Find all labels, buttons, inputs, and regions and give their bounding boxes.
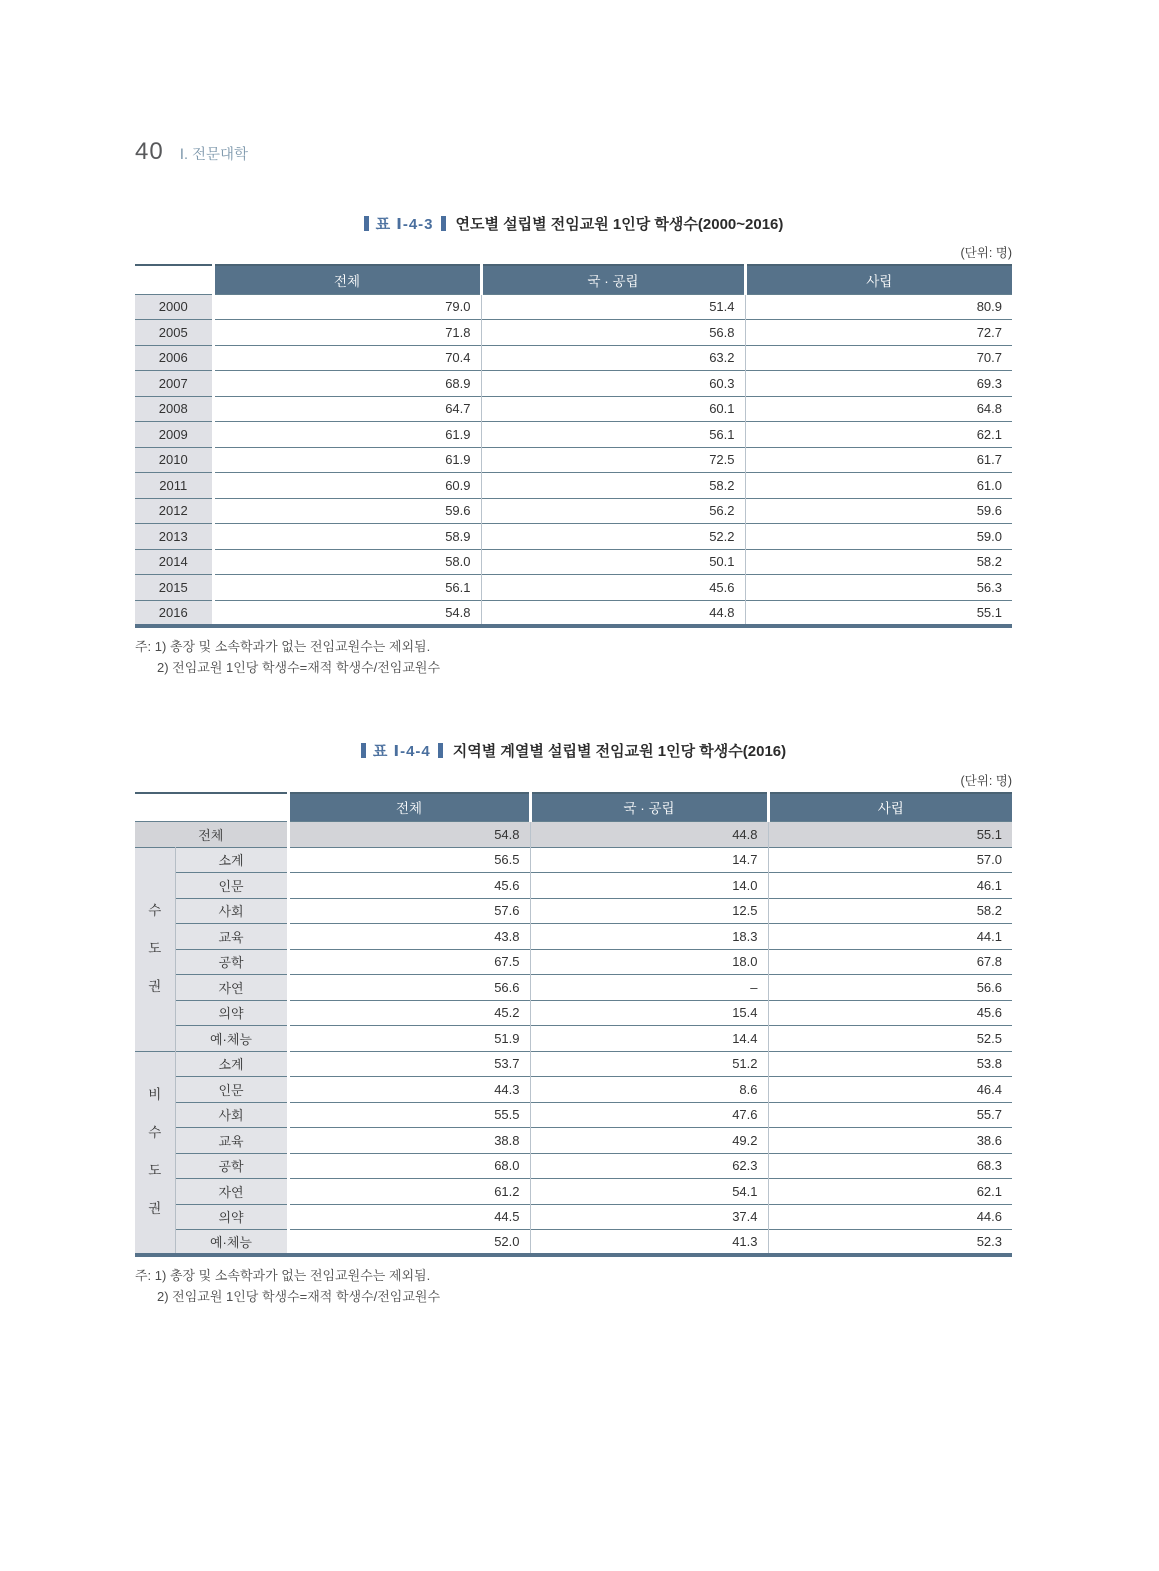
value-cell: 70.7 <box>745 345 1012 371</box>
table-row <box>135 1204 1012 1230</box>
category-cell: 인문 <box>175 1077 288 1103</box>
value-cell: 55.1 <box>745 600 1012 626</box>
value-cell: 59.0 <box>745 524 1012 550</box>
value-cell: 56.8 <box>481 320 745 346</box>
value-cell: 72.5 <box>481 447 745 473</box>
value-cell: 56.5 <box>288 847 530 873</box>
category-cell: 인문 <box>175 873 288 899</box>
category-cell: 공학 <box>175 1153 288 1179</box>
table-row <box>135 1179 1012 1205</box>
col-header-total-2: 전체 <box>288 793 530 822</box>
document-page <box>135 0 1012 1307</box>
value-cell: 44.3 <box>288 1077 530 1103</box>
page-number: 40 <box>135 138 164 165</box>
value-cell: 41.3 <box>530 1230 768 1256</box>
value-cell: 61.9 <box>213 447 481 473</box>
unit-label-1: (단위: 명) <box>960 246 1012 260</box>
table-row <box>135 1102 1012 1128</box>
value-cell: 44.1 <box>768 924 1012 950</box>
value-cell: 51.2 <box>530 1051 768 1077</box>
value-cell: 54.8 <box>288 822 530 848</box>
value-cell: 60.3 <box>481 371 745 397</box>
value-cell: 47.6 <box>530 1102 768 1128</box>
table-row <box>135 898 1012 924</box>
value-cell: 61.7 <box>745 447 1012 473</box>
value-cell: 15.4 <box>530 1000 768 1026</box>
category-cell: 사회 <box>175 898 288 924</box>
title-bar-left-icon <box>361 743 366 758</box>
category-cell: 소계 <box>175 1051 288 1077</box>
value-cell: 18.3 <box>530 924 768 950</box>
value-cell: 70.4 <box>213 345 481 371</box>
title-bar-left-icon <box>364 216 369 231</box>
value-cell: 50.1 <box>481 549 745 575</box>
table-row <box>135 1026 1012 1052</box>
value-cell: 14.0 <box>530 873 768 899</box>
value-cell: 18.0 <box>530 949 768 975</box>
value-cell: 44.8 <box>481 600 745 626</box>
table-1 <box>135 264 1012 628</box>
table-row <box>135 1153 1012 1179</box>
page-header <box>135 138 1012 166</box>
value-cell: 52.0 <box>288 1230 530 1256</box>
category-cell: 예·체능 <box>175 1026 288 1052</box>
col-header-total-1: 전체 <box>213 265 481 294</box>
value-cell: 58.2 <box>481 473 745 499</box>
chapter-title: Ⅰ. 전문대학 <box>179 147 249 163</box>
value-cell: 71.8 <box>213 320 481 346</box>
value-cell: 58.2 <box>745 549 1012 575</box>
table-row <box>135 498 1012 524</box>
year-cell: 2015 <box>135 575 213 601</box>
year-cell: 2016 <box>135 600 213 626</box>
value-cell: 45.6 <box>481 575 745 601</box>
category-cell: 자연 <box>175 975 288 1001</box>
value-cell: 60.1 <box>481 396 745 422</box>
table-2-header-row <box>135 793 1012 822</box>
year-cell: 2013 <box>135 524 213 550</box>
category-cell: 소계 <box>175 847 288 873</box>
value-cell: 59.6 <box>213 498 481 524</box>
value-cell: 56.1 <box>481 422 745 448</box>
table-row <box>135 473 1012 499</box>
value-cell: 58.2 <box>768 898 1012 924</box>
value-cell: 56.2 <box>481 498 745 524</box>
value-cell: 62.1 <box>768 1179 1012 1205</box>
category-cell: 교육 <box>175 924 288 950</box>
table-row <box>135 949 1012 975</box>
year-cell: 2005 <box>135 320 213 346</box>
value-cell: 43.8 <box>288 924 530 950</box>
corner-cell-2 <box>135 793 288 822</box>
note-line-1: 주: 1) 총장 및 소속학과가 없는 전임교원수는 제외됨. <box>135 1268 431 1283</box>
value-cell: 44.8 <box>530 822 768 848</box>
value-cell: 57.6 <box>288 898 530 924</box>
year-cell: 2009 <box>135 422 213 448</box>
year-cell: 2006 <box>135 345 213 371</box>
table-row <box>135 975 1012 1001</box>
value-cell: 45.6 <box>288 873 530 899</box>
value-cell: 69.3 <box>745 371 1012 397</box>
value-cell: 14.4 <box>530 1026 768 1052</box>
table-2-notes <box>135 1265 1012 1307</box>
table-row <box>135 1051 1012 1077</box>
note-line-1: 주: 1) 총장 및 소속학과가 없는 전임교원수는 제외됨. <box>135 638 431 654</box>
table-1-notes <box>135 636 1012 678</box>
region-cell <box>135 847 175 1051</box>
value-cell: 49.2 <box>530 1128 768 1154</box>
value-cell: 45.6 <box>768 1000 1012 1026</box>
value-cell: 58.9 <box>213 524 481 550</box>
unit-label-2: (단위: 명) <box>960 773 1012 788</box>
value-cell: – <box>530 975 768 1001</box>
col-header-private-2: 사립 <box>768 793 1012 822</box>
table-row <box>135 524 1012 550</box>
value-cell: 61.2 <box>288 1179 530 1205</box>
title-bar-right-icon <box>441 216 446 231</box>
value-cell: 68.0 <box>288 1153 530 1179</box>
value-cell: 46.4 <box>768 1077 1012 1103</box>
value-cell: 62.3 <box>530 1153 768 1179</box>
value-cell: 61.9 <box>213 422 481 448</box>
value-cell: 62.1 <box>745 422 1012 448</box>
note-line-2: 2) 전임교원 1인당 학생수=재적 학생수/전임교원수 <box>157 659 441 675</box>
value-cell: 59.6 <box>745 498 1012 524</box>
value-cell: 63.2 <box>481 345 745 371</box>
value-cell: 55.1 <box>768 822 1012 848</box>
table-row <box>135 1230 1012 1256</box>
table-row <box>135 1000 1012 1026</box>
year-cell: 2012 <box>135 498 213 524</box>
category-cell: 예·체능 <box>175 1230 288 1256</box>
value-cell: 45.2 <box>288 1000 530 1026</box>
value-cell: 46.1 <box>768 873 1012 899</box>
table-2-name: 지역별 계열별 설립별 전임교원 1인당 학생수(2016) <box>452 743 787 760</box>
value-cell: 56.1 <box>213 575 481 601</box>
value-cell: 56.3 <box>745 575 1012 601</box>
value-cell: 56.6 <box>768 975 1012 1001</box>
value-cell: 56.6 <box>288 975 530 1001</box>
value-cell: 14.7 <box>530 847 768 873</box>
total-label-cell: 전체 <box>135 822 288 848</box>
value-cell: 72.7 <box>745 320 1012 346</box>
category-cell: 자연 <box>175 1179 288 1205</box>
region-label: 수도권 <box>148 903 162 994</box>
table-1-title <box>135 212 1012 234</box>
table-row <box>135 422 1012 448</box>
value-cell: 38.6 <box>768 1128 1012 1154</box>
value-cell: 68.9 <box>213 371 481 397</box>
note-line-2: 2) 전임교원 1인당 학생수=재적 학생수/전임교원수 <box>157 1289 441 1304</box>
category-cell: 공학 <box>175 949 288 975</box>
table-row <box>135 847 1012 873</box>
value-cell: 8.6 <box>530 1077 768 1103</box>
value-cell: 57.0 <box>768 847 1012 873</box>
table-row <box>135 549 1012 575</box>
value-cell: 53.7 <box>288 1051 530 1077</box>
table-row <box>135 600 1012 626</box>
category-cell: 의약 <box>175 1000 288 1026</box>
value-cell: 68.3 <box>768 1153 1012 1179</box>
table-row <box>135 294 1012 320</box>
year-cell: 2010 <box>135 447 213 473</box>
table-1-name: 연도별 설립별 전임교원 1인당 학생수(2000~2016) <box>455 215 784 233</box>
category-cell: 사회 <box>175 1102 288 1128</box>
category-cell: 의약 <box>175 1204 288 1230</box>
value-cell: 44.6 <box>768 1204 1012 1230</box>
category-cell: 교육 <box>175 1128 288 1154</box>
value-cell: 44.5 <box>288 1204 530 1230</box>
value-cell: 12.5 <box>530 898 768 924</box>
table-row <box>135 1077 1012 1103</box>
value-cell: 64.7 <box>213 396 481 422</box>
value-cell: 80.9 <box>745 294 1012 320</box>
value-cell: 55.7 <box>768 1102 1012 1128</box>
value-cell: 53.8 <box>768 1051 1012 1077</box>
value-cell: 52.2 <box>481 524 745 550</box>
col-header-private-1: 사립 <box>745 265 1012 294</box>
value-cell: 67.8 <box>768 949 1012 975</box>
table-2 <box>135 792 1012 1258</box>
year-cell: 2014 <box>135 549 213 575</box>
value-cell: 52.3 <box>768 1230 1012 1256</box>
value-cell: 54.1 <box>530 1179 768 1205</box>
title-bar-right-icon <box>438 743 443 758</box>
value-cell: 58.0 <box>213 549 481 575</box>
table-row <box>135 345 1012 371</box>
corner-cell-1 <box>135 265 213 294</box>
value-cell: 38.8 <box>288 1128 530 1154</box>
table-1-number: 표 Ⅰ-4-3 <box>375 215 434 233</box>
total-row <box>135 822 1012 848</box>
table-row <box>135 924 1012 950</box>
region-label: 비수도권 <box>148 1087 162 1217</box>
table-2-title <box>135 740 1012 762</box>
value-cell: 52.5 <box>768 1026 1012 1052</box>
table-row <box>135 320 1012 346</box>
year-cell: 2000 <box>135 294 213 320</box>
table-section-2 <box>135 740 1012 1308</box>
value-cell: 51.9 <box>288 1026 530 1052</box>
value-cell: 67.5 <box>288 949 530 975</box>
table-row <box>135 1128 1012 1154</box>
value-cell: 51.4 <box>481 294 745 320</box>
region-cell <box>135 1051 175 1255</box>
year-cell: 2011 <box>135 473 213 499</box>
col-header-public-1: 국 · 공립 <box>481 265 745 294</box>
value-cell: 79.0 <box>213 294 481 320</box>
table-section-1 <box>135 212 1012 678</box>
table-2-number: 표 Ⅰ-4-4 <box>372 743 431 760</box>
value-cell: 37.4 <box>530 1204 768 1230</box>
year-cell: 2007 <box>135 371 213 397</box>
table-row <box>135 371 1012 397</box>
value-cell: 60.9 <box>213 473 481 499</box>
table-row <box>135 873 1012 899</box>
value-cell: 64.8 <box>745 396 1012 422</box>
value-cell: 54.8 <box>213 600 481 626</box>
col-header-public-2: 국 · 공립 <box>530 793 768 822</box>
table-1-header-row <box>135 265 1012 294</box>
value-cell: 55.5 <box>288 1102 530 1128</box>
table-row <box>135 447 1012 473</box>
table-row <box>135 396 1012 422</box>
table-row <box>135 575 1012 601</box>
value-cell: 61.0 <box>745 473 1012 499</box>
year-cell: 2008 <box>135 396 213 422</box>
